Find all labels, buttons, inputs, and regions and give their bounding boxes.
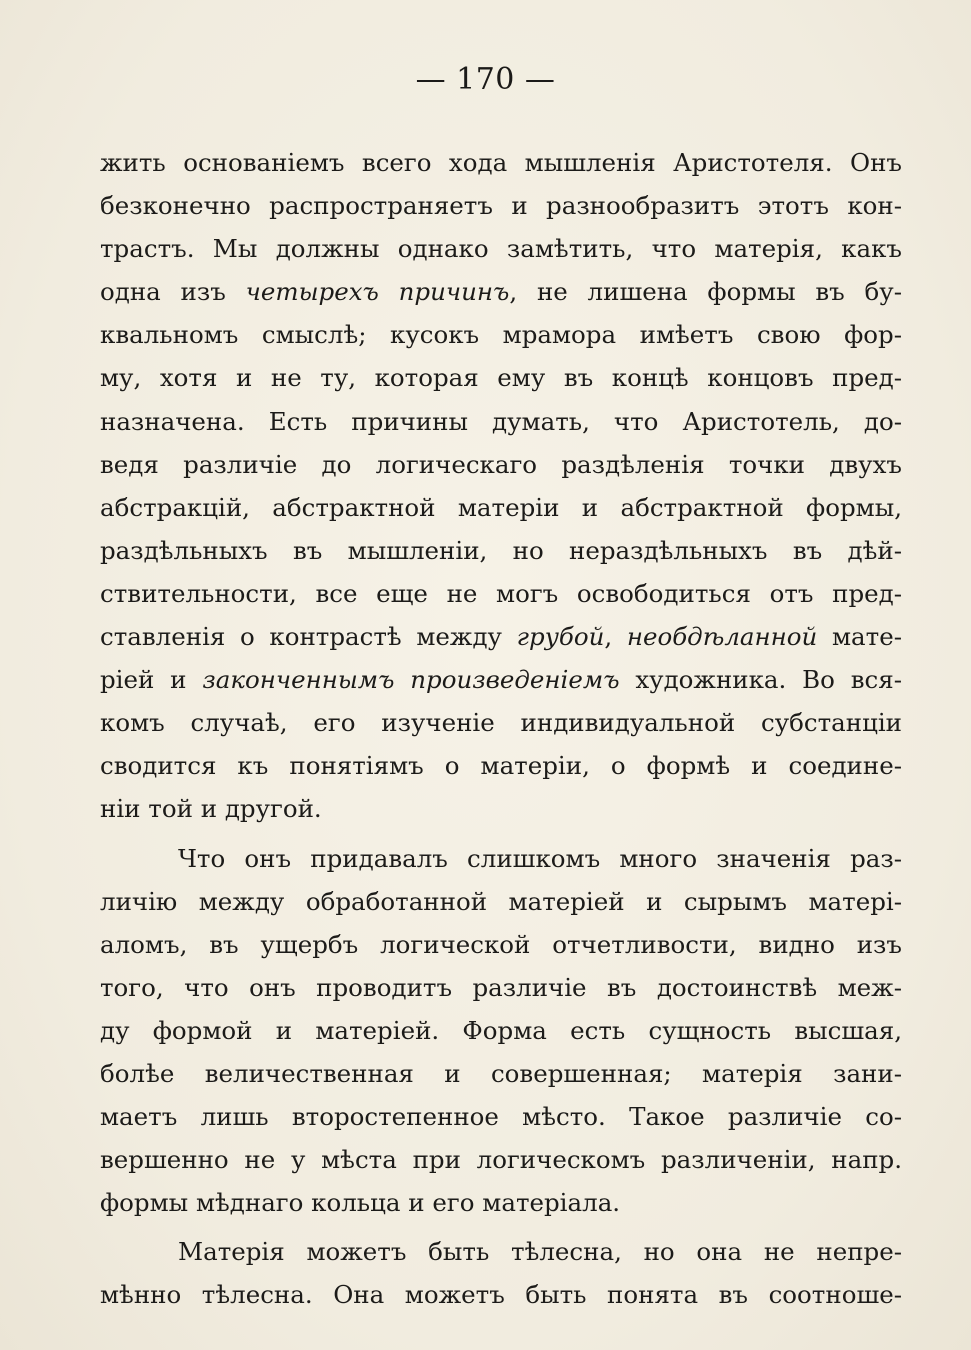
text-segment: художника. Во вся- [619,665,902,695]
text-line [100,615,902,658]
text-segment: квальномъ смыслѣ; кусокъ мрамора имѣетъ свою фор- [100,320,902,350]
italic-phrase: четырехъ причинъ [245,277,510,307]
italic-phrase: необдѣланной [626,622,818,652]
text-line [100,923,902,966]
text-line [100,1009,902,1052]
text-line [100,880,902,923]
text-segment: абстракцій, абстрактной матеріи и абстрактной формы, [100,492,902,522]
text-segment: , [604,622,627,652]
text-line [100,1095,902,1138]
text-segment: ду формой и матеріей. Форма есть сущность высшая, [100,1015,902,1045]
text-line [100,701,902,744]
page-number: — 170 — [415,62,556,97]
text-segment: вершенно не у мѣста при логическомъ различеніи, напр. [100,1145,902,1175]
text-line [100,227,902,270]
text-line [100,966,902,1009]
text-line [100,486,902,529]
text-segment: безконечно распространяетъ и разнообразитъ этотъ кон- [100,191,902,221]
text-line [100,658,902,701]
text-line [100,529,902,572]
text-segment: назначена. Есть причины думать, что Аристотель, до- [100,406,902,436]
text-segment: мѣнно тѣлесна. Она можетъ быть понята въ соотноше- [100,1280,902,1310]
text-line [100,787,902,830]
text-line [100,356,902,399]
text-line [100,400,902,443]
text-segment: одна изъ [100,277,246,307]
text-segment: ставленія о контрастѣ между [100,622,517,652]
text-segment: маетъ лишь второстепенное мѣсто. Такое различіе со- [100,1102,902,1132]
text-line [100,313,902,356]
text-segment: ведя различіе до логическаго раздѣленія точки двухъ [100,449,902,479]
text-segment: му, хотя и не ту, которая ему въ концѣ концовъ пред- [100,363,902,393]
italic-phrase: грубой [516,622,605,652]
text-line [100,837,902,880]
text-segment: трастъ. Мы должны однако замѣтить, что матерія, какъ [100,234,902,264]
text-segment: Что онъ придавалъ слишкомъ много значенія раз- [178,843,902,873]
text-segment: , не лишена формы въ бу- [509,277,902,307]
body-text [100,141,902,1317]
text-segment: Матерія можетъ быть тѣлесна, но она не непре- [178,1237,902,1267]
text-line [100,744,902,787]
text-segment: ріей и [100,665,203,695]
text-line [100,1181,902,1224]
text-segment: сводится къ понятіямъ о матеріи, о формѣ и соедине- [100,751,902,781]
text-segment: комъ случаѣ, его изученіе индивидуальной субстанціи [100,708,902,738]
text-line [100,1138,902,1181]
text-segment: жить основаніемъ всего хода мышленія Аристотеля. Онъ [100,148,902,177]
text-segment: формы мѣднаго кольца и его матеріала. [100,1188,621,1218]
text-line [100,443,902,486]
text-line [100,1052,902,1095]
text-segment: личію между обработанной матеріей и сырымъ матері- [100,886,902,916]
text-line [100,1230,902,1273]
text-line [100,184,902,227]
text-line [100,141,902,184]
text-line [100,572,902,615]
text-segment: ствительности, все еще не могъ освободиться отъ пред- [100,578,902,608]
text-segment: того, что онъ проводитъ различіе въ достоинствѣ меж- [100,972,902,1002]
text-line [100,270,902,313]
text-segment: болѣе величественная и совершенная; матерія зани- [100,1058,902,1088]
text-segment: мате- [817,622,902,652]
text-segment: ніи той и другой. [100,794,322,824]
italic-phrase: законченнымъ произведеніемъ [202,665,620,695]
text-segment: раздѣльныхъ въ мышленіи, но нераздѣльныхъ въ дѣй- [100,535,902,565]
text-line [100,1273,902,1316]
text-segment: аломъ, въ ущербъ логической отчетливости, видно изъ [100,929,902,959]
